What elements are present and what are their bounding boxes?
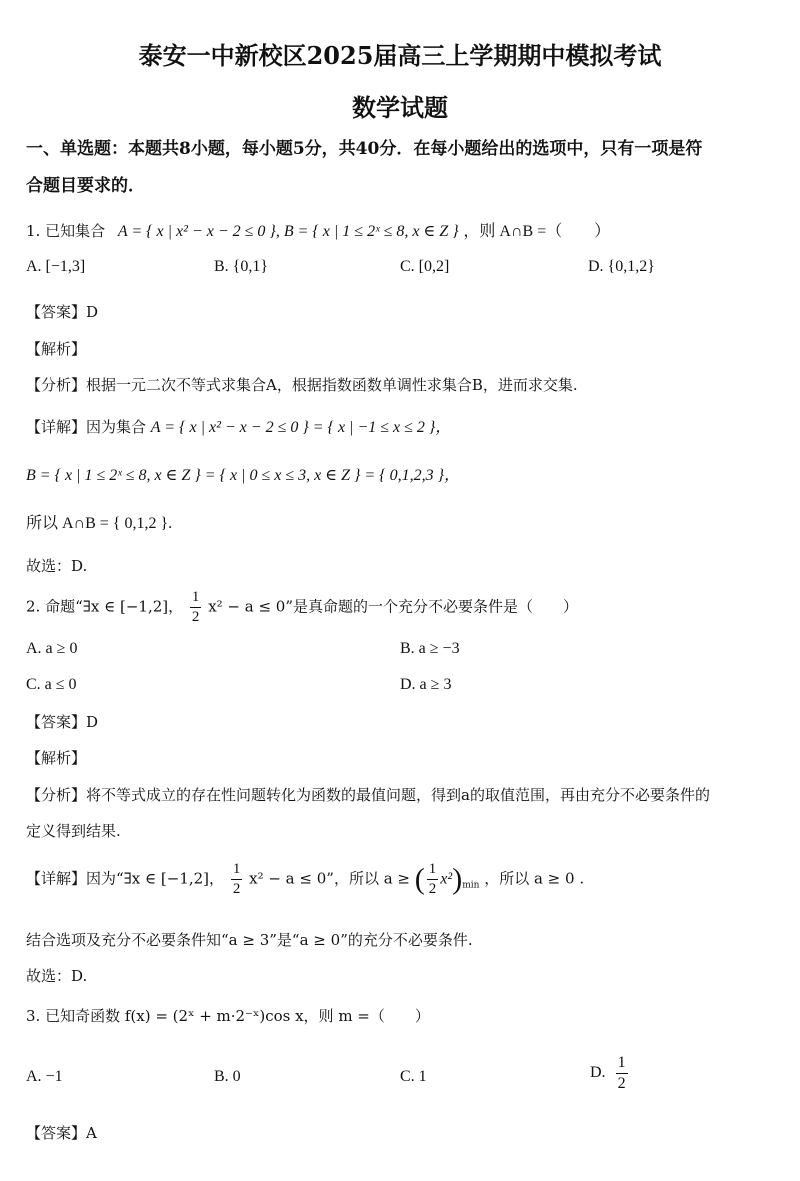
q1-ask: ，则 A∩B =（ ）: [463, 223, 611, 240]
q2-stem: [26, 590, 578, 625]
q2-paren-close: ): [452, 862, 463, 896]
q1-jiexi: 【解析】: [26, 340, 87, 358]
page-subtitle: 数学试题: [352, 93, 448, 122]
q1-option-b: B. {0,1}: [214, 258, 269, 275]
q2-detail-b: x² − a ≤ 0”，所以 a ≥: [249, 869, 410, 888]
q2-fraction-num: 1: [190, 590, 202, 608]
q2-fraction: [190, 590, 202, 625]
q2-fenxi-line1: 【分析】将不等式成立的存在性问题转化为函数的最值问题，得到a的取值范围，再由充分不必要条件的: [26, 786, 710, 804]
q3-option-d-num: 1: [616, 1055, 628, 1074]
q3-option-b: B. 0: [214, 1068, 241, 1085]
q1-stem: [26, 218, 610, 241]
q2-option-c: C. a ≤ 0: [26, 676, 77, 693]
q2-detail-d: ，所以 a ≥ 0 .: [484, 869, 585, 888]
q1-lead: 1. 已知集合: [26, 222, 106, 240]
q3-option-d: [590, 1055, 630, 1092]
section-heading-line2: 合题目要求的．: [26, 176, 145, 196]
q2-detail-x2: x²: [440, 870, 453, 888]
q1-detail-line1: [26, 414, 451, 437]
page-title: 泰安一中新校区2025届高三上学期期中模拟考试: [138, 41, 662, 70]
q2-detail-min: min: [462, 880, 480, 891]
q1-sets: A = { x | x² − x − 2 ≤ 0 }, B = { x | 1 ≤ 2ˣ ≤ 8, x ∈ Z }: [117, 223, 459, 240]
q2-jiexi: 【解析】: [26, 749, 87, 767]
q2-detail-fraction-den: 2: [232, 881, 241, 897]
q3-option-d-den: 2: [617, 1075, 626, 1092]
q2-option-d: D. a ≥ 3: [400, 676, 452, 693]
q2-combine: 结合选项及充分不必要条件知“a ≥ 3”是“a ≥ 0”的充分不必要条件.: [26, 931, 473, 949]
q1-option-a: A. [−1,3]: [26, 258, 86, 275]
q2-detail-a: 【详解】因为“∃x ∈ [−1,2]，: [26, 869, 225, 888]
q2-detail-fraction: [231, 862, 243, 897]
q2-conclusion: 故选：D.: [26, 967, 88, 985]
q2-answer: 【答案】D: [26, 713, 99, 731]
q2-detail: [26, 862, 584, 897]
q1-option-d: D. {0,1,2}: [588, 258, 655, 275]
q2-fenxi-line2: 定义得到结果.: [26, 822, 121, 840]
q1-detail-line3: 所以 A∩B = { 0,1,2 }.: [26, 515, 173, 532]
q1-conclusion: 故选：D.: [26, 557, 88, 575]
q2-detail-fraction2-num: 1: [427, 862, 439, 880]
q3-option-d-fraction: [616, 1055, 628, 1092]
section-heading-line1: 一、单选题：本题共8小题，每小题5分，共40分．在每小题给出的选项中，只有一项是符: [26, 139, 703, 159]
q2-fraction-den: 2: [191, 609, 200, 625]
q3-option-a: A. −1: [26, 1068, 63, 1085]
q1-answer: 【答案】D: [26, 303, 99, 321]
q2-stem-a: 2. 命题“∃x ∈ [−1,2]，: [26, 597, 184, 616]
q2-detail-fraction-num: 1: [231, 862, 243, 880]
q3-answer: 【答案】A: [26, 1124, 97, 1142]
q1-detail-set-a: A = { x | x² − x − 2 ≤ 0 } = { x | −1 ≤ x ≤ 2 }，: [150, 419, 452, 436]
q1-fenxi: 【分析】根据一元二次不等式求集合A，根据指数函数单调性求集合B，进而求交集.: [26, 376, 578, 394]
q2-option-b: B. a ≥ −3: [400, 640, 460, 657]
q3-stem: 3. 已知奇函数 f(x) = (2ˣ + m·2⁻ˣ)cos x，则 m =（ ）: [26, 1007, 430, 1025]
q1-detail-label: 【详解】因为集合: [26, 418, 147, 436]
q2-detail-fraction2-den: 2: [428, 881, 437, 897]
q1-detail-line2: B = { x | 1 ≤ 2ˣ ≤ 8, x ∈ Z } = { x | 0 ≤ x ≤ 3, x ∈ Z } = { 0,1,2,3 }，: [26, 467, 460, 484]
q2-option-a: A. a ≥ 0: [26, 640, 78, 657]
q3-option-d-label: D.: [590, 1064, 606, 1082]
q3-option-c: C. 1: [400, 1068, 427, 1085]
q1-option-c: C. [0,2]: [400, 258, 450, 275]
q2-stem-b: x² − a ≤ 0”是真命题的一个充分不必要条件是（ ）: [208, 597, 579, 616]
q2-paren-open: (: [414, 862, 425, 896]
q2-detail-fraction2: [427, 862, 439, 897]
